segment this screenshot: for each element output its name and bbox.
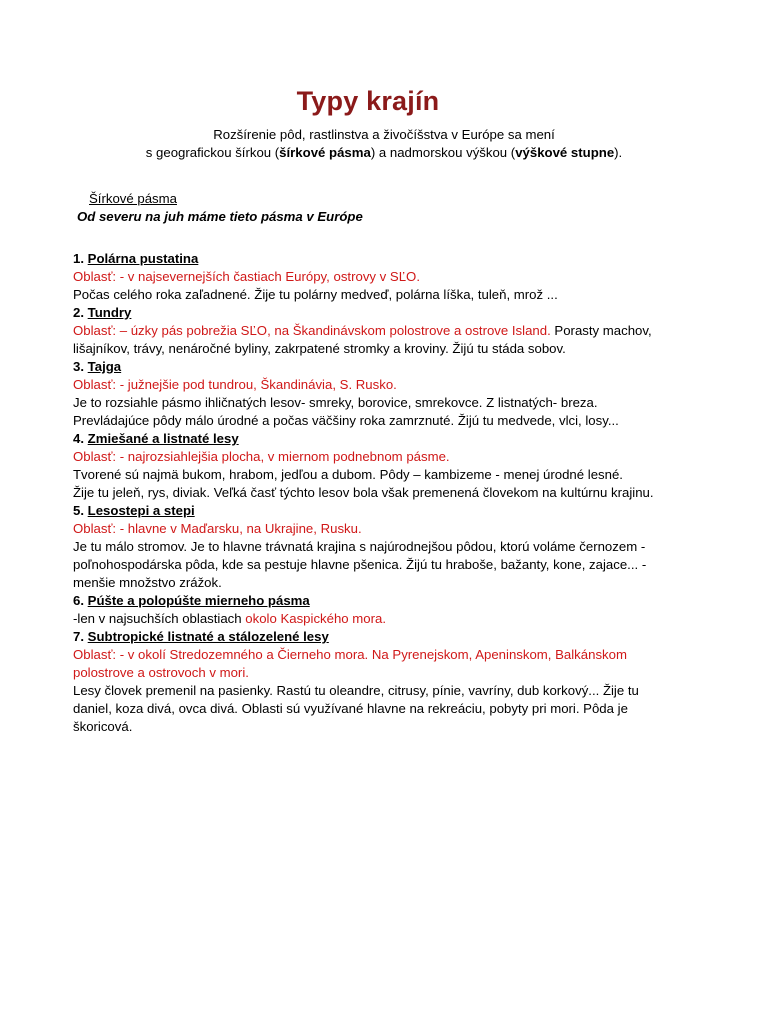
zone-name: Polárna pustatina: [87, 251, 199, 266]
zone-description: Je to rozsiahle pásmo ihličnatých lesov- smreky, borovice, smrekovce. Z listnatých- breza.: [73, 395, 598, 410]
zone-name: Púšte a polopúšte mierneho pásma: [87, 593, 310, 608]
zone-description: Prevládajúce pôdy málo úrodné a počas väčšiny roka zamrznuté. Žijú tu medvede, vlci, losy...: [73, 413, 619, 428]
zone-name: Tajga: [87, 359, 122, 374]
zone-number: 5.: [73, 503, 88, 518]
intro-term-latitude-belts: šírkové pásma: [279, 145, 371, 160]
zone-description: -len v najsuchších oblastiach: [73, 611, 246, 626]
zone-area: Oblasť: - v okolí Stredozemného a Čierneho mora. Na Pyrenejskom, Apeninskom, Balkánskom: [73, 647, 627, 662]
zone-description: Počas celého roka zaľadnené. Žije tu polárny medveď, polárna líška, tuleň, mrož ...: [73, 287, 558, 302]
zone-description: poľnohospodárska pôda, kde sa pestuje hlavne pšenica. Žijú tu hraboše, bažanty, kone, zajace... -: [73, 557, 647, 572]
zone-description: Žije tu jeleň, rys, diviak. Veľká časť týchto lesov bola však premenená človekom na kultúrnu krajinu.: [73, 485, 654, 500]
zone-description: daniel, koza divá, ovca divá. Oblasti sú využívané hlavne na rekreáciu, pobyty pri mori. Pôda je: [73, 701, 628, 716]
intro-text: s geografickou šírkou (: [145, 145, 280, 160]
zone-area: Oblasť: - hlavne v Maďarsku, na Ukrajine, Rusku.: [73, 521, 362, 536]
zones-list: [73, 250, 713, 736]
intro-term-altitude-levels: výškové stupne: [515, 145, 615, 160]
intro-paragraph: [0, 126, 768, 162]
intro-text: ).: [614, 145, 623, 160]
zone-name: Subtropické listnaté a stálozelené lesy: [87, 629, 329, 644]
zone-heading: [73, 250, 713, 268]
belts-heading: Šírkové pásma: [89, 191, 177, 206]
zone-description: menšie množstvo zrážok.: [73, 575, 222, 590]
zone-name: Tundry: [87, 305, 132, 320]
belts-subheading: Od severu na juh máme tieto pásma v Európe: [77, 209, 363, 224]
intro-line-2: [0, 144, 768, 162]
zone-description: lišajníkov, trávy, nenáročné byliny, zakrpatené stromky a kroviny. Žijú tu stáda sobov.: [73, 341, 566, 356]
zone-area: Oblasť: - južnejšie pod tundrou, Škandinávia, S. Rusko.: [73, 377, 397, 392]
zone-area: Oblasť: – úzky pás pobrežia SĽO, na Škandinávskom polostrove a ostrove Island.: [73, 323, 551, 338]
zone-name: Lesostepi a stepi: [87, 503, 195, 518]
zone-heading: [73, 430, 713, 448]
zone-area: okolo Kaspického mora.: [245, 611, 387, 626]
zone-heading: [73, 304, 713, 322]
zone-number: 7.: [73, 629, 88, 644]
zone-description: škoricová.: [73, 719, 133, 734]
zone-area-line: [73, 322, 713, 340]
zone-heading: [73, 592, 713, 610]
zone-description-line: [73, 610, 713, 628]
zone-description: Tvorené sú najmä bukom, hrabom, jedľou a dubom. Pôdy – kambizeme - menej úrodné lesné.: [73, 467, 623, 482]
zone-area: Oblasť: - najrozsiahlejšia plocha, v miernom podnebnom pásme.: [73, 449, 450, 464]
zone-number: 4.: [73, 431, 88, 446]
zone-description: Lesy človek premenil na pasienky. Rastú tu oleandre, citrusy, pínie, vavríny, dub korkový... Žije tu: [73, 683, 639, 698]
zone-heading: [73, 502, 713, 520]
zone-number: 2.: [73, 305, 88, 320]
zone-area: polostrove a ostrovoch v mori.: [73, 665, 249, 680]
zone-area: Oblasť: - v najsevernejších častiach Európy, ostrovy v SĽO.: [73, 269, 420, 284]
zone-heading: [73, 358, 713, 376]
zone-description: Porasty machov,: [550, 323, 652, 338]
zone-number: 6.: [73, 593, 88, 608]
zone-name: Zmiešané a listnaté lesy: [87, 431, 239, 446]
zone-number: 3.: [73, 359, 88, 374]
zone-heading: [73, 628, 713, 646]
intro-line-1: Rozšírenie pôd, rastlinstva a živočíšstva v Európe sa mení: [213, 127, 555, 142]
intro-text: ) a nadmorskou výškou (: [370, 145, 516, 160]
zone-description: Je tu málo stromov. Je to hlavne trávnatá krajina s najúrodnejšou pôdou, ktorú voláme černozem -: [73, 539, 646, 554]
zone-number: 1.: [73, 251, 88, 266]
page-title: Typy krajín: [296, 86, 440, 116]
